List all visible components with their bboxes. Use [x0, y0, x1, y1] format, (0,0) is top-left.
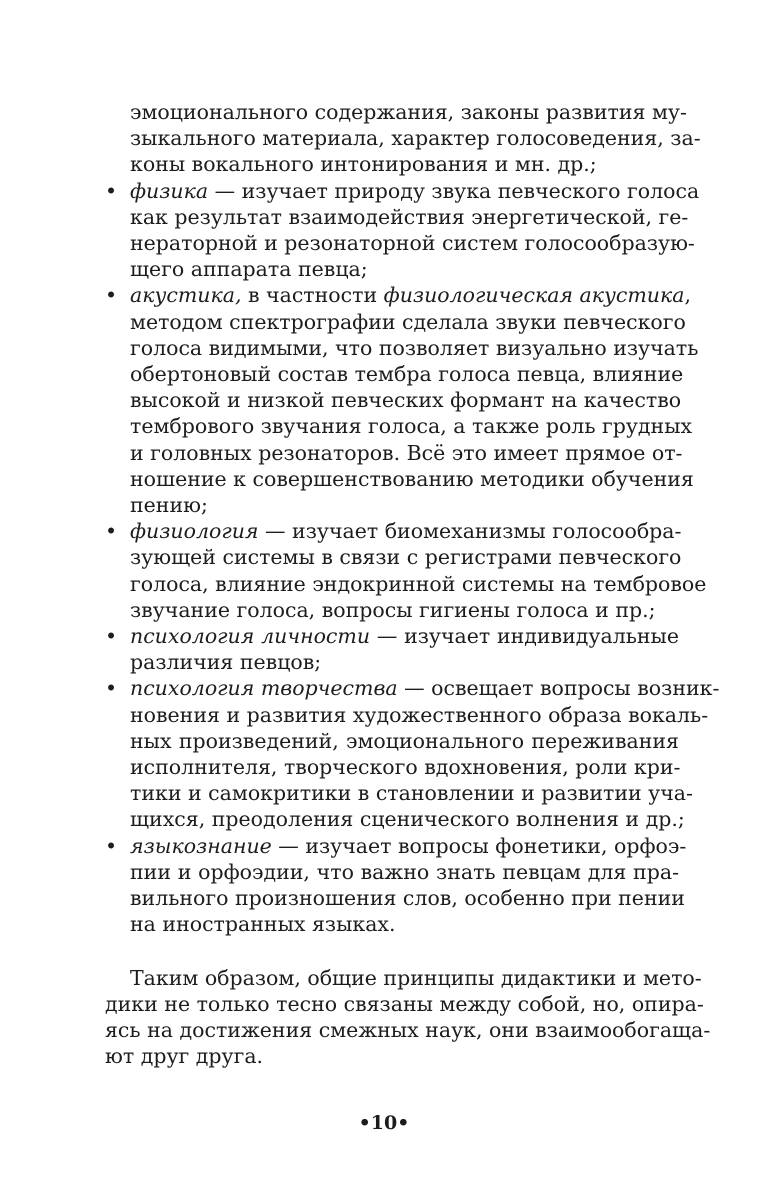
list-item-linguistics: [105, 833, 687, 938]
term: психология творчества: [130, 676, 398, 701]
term: акустика,: [130, 283, 242, 308]
text-line: физика — изучает природу звука певческого голоса: [130, 178, 700, 203]
text-line: пии и орфоэдии, что важно знать певцам для пра-: [130, 859, 679, 884]
page-body: [105, 99, 720, 1069]
text-line: и головных резонаторов. Всё это имеет прямое от-: [130, 440, 683, 465]
text-line: эмоционального содержания, законы развития му-: [130, 100, 687, 124]
text-line: щего аппарата певца;: [130, 257, 368, 282]
text-line: зующей системы в связи с регистрами певческого: [130, 545, 682, 570]
text-line: тики и самокритики в становлении и развитии уча-: [130, 781, 693, 806]
text-line: звучание голоса, вопросы гигиены голоса и пр.;: [130, 597, 656, 622]
text-line: языкознание — изучает вопросы фонетики, орфоэ-: [130, 833, 687, 858]
list-item-personality-psychology: [105, 623, 679, 675]
list-item-acoustics: [105, 282, 699, 518]
term: физиология: [130, 519, 259, 544]
text-line: нераторной и резонаторной систем голосообразую-: [130, 231, 695, 256]
text-line: пению;: [130, 493, 208, 518]
bullet-icon: •: [105, 283, 118, 308]
paragraph-gap: [105, 938, 679, 965]
bullet-icon: •: [105, 833, 118, 858]
term: физиологическая акустика: [383, 283, 685, 308]
text-line: ных произведений, эмоционального переживания: [130, 728, 679, 753]
text-line: обертоновый состав тембра голоса певца, влияние: [130, 362, 684, 387]
bullet-icon: •: [105, 519, 118, 544]
list-item-physiology: [105, 518, 707, 623]
text-line: различия певцов;: [130, 650, 322, 675]
text-line: дики не только тесно связаны между собой, но, опира-: [105, 991, 704, 1016]
text-line: психология личности — изучает индивидуальные: [130, 624, 679, 649]
text-line: методом спектрографии сделала звуки певческого: [130, 309, 686, 334]
conclusion-paragraph: [105, 965, 711, 1070]
text-line: как результат взаимодействия энергетической, ге-: [130, 204, 689, 229]
text-line: новения и развития художественного образа вокаль-: [130, 702, 709, 727]
text-line: на иностранных языках.: [130, 912, 396, 937]
bullet-icon: •: [105, 178, 118, 203]
text-line: зыкального материала, характер голосоведения, за-: [130, 126, 701, 151]
text-line: коны вокального интонирования и мн. др.;: [130, 152, 597, 177]
text-line: тембрового звучания голоса, а также роль грудных: [130, 414, 693, 439]
page-number: •10•: [358, 1112, 410, 1134]
text-line: высокой и низкой певческих формант на качество: [130, 388, 682, 413]
list-item-creativity-psychology: [105, 675, 720, 832]
text-line: ношение к совершенствованию методики обучения: [130, 466, 694, 491]
text-line: Таким образом, общие принципы дидактики и мето-: [130, 965, 702, 990]
text-line: ясь на достижения смежных наук, они взаимообогаща-: [105, 1017, 711, 1042]
text-line: голоса, влияние эндокринной системы на тембровое: [130, 571, 707, 596]
bullet-icon: •: [105, 676, 118, 701]
text-line: физиология — изучает биомеханизмы голосообра-: [130, 519, 682, 544]
bullet-icon: •: [105, 624, 118, 649]
list-item-physics: [105, 178, 700, 283]
text-line: щихся, преодоления сценического волнения и др.;: [130, 807, 685, 832]
text-line: ют друг друга.: [105, 1044, 264, 1069]
text-line: исполнителя, творческого вдохновения, роли кри-: [130, 755, 681, 780]
term: языкознание: [130, 833, 272, 858]
term: психология личности: [130, 624, 371, 649]
text-line: акустика, в частности физиологическая акустика,: [130, 283, 691, 308]
text-line: вильного произношения слов, особенно при пении: [130, 886, 685, 911]
text-line: психология творчества — освещает вопросы возник-: [130, 676, 720, 701]
text-line: голоса видимыми, что позволяет визуально изучать: [130, 335, 699, 360]
continuation-paragraph: [105, 99, 701, 178]
term: физика: [130, 178, 209, 203]
